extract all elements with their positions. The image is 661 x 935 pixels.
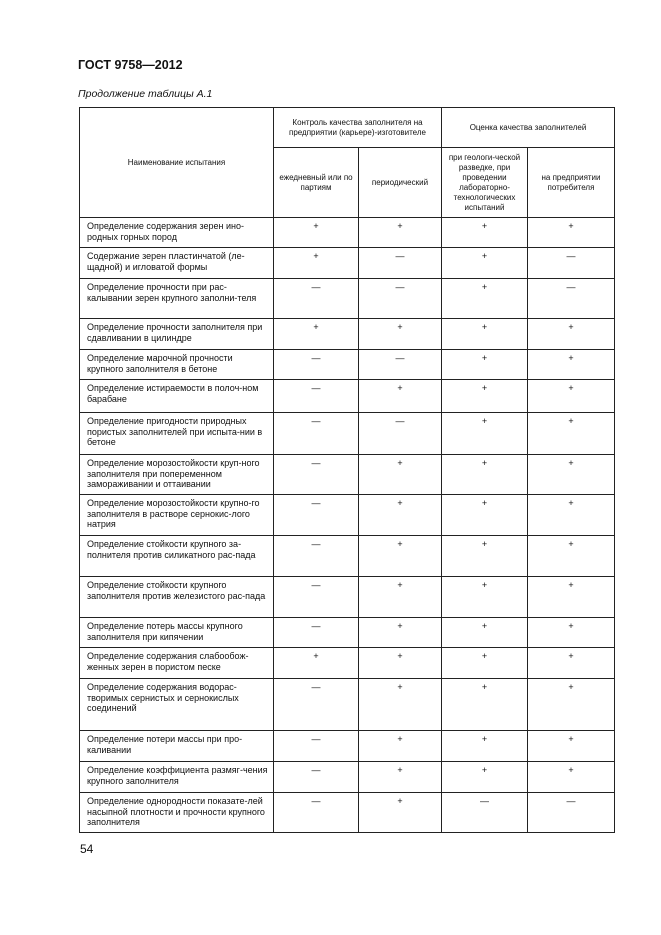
table-row — [80, 413, 615, 455]
cell-geo: + — [442, 762, 528, 793]
test-name: Определение морозостойкости круп-ного заполнителя при попеременном замораживании и оттаивании — [80, 455, 274, 495]
test-name: Определение прочности заполнителя при сдавливании в цилиндре — [80, 319, 274, 350]
cell-geo: + — [442, 618, 528, 648]
column-group-producer: Контроль качества заполнителя на предприятии (карьере)-изготовителе — [274, 108, 442, 148]
test-name: Определение пригодности природных пористых заполнителей при испыта-нии в бетоне — [80, 413, 274, 455]
cell-daily: — — [274, 577, 359, 618]
cell-daily: — — [274, 731, 359, 762]
cell-periodic: — — [359, 413, 442, 455]
cell-periodic: + — [359, 731, 442, 762]
cell-daily: — — [274, 618, 359, 648]
cell-daily: — — [274, 413, 359, 455]
cell-consumer: + — [528, 731, 615, 762]
cell-consumer: + — [528, 350, 615, 380]
cell-daily: — — [274, 762, 359, 793]
cell-consumer: + — [528, 218, 615, 248]
test-name: Определение стойкости крупного за-полнителя против силикатного рас-пада — [80, 536, 274, 577]
cell-geo: + — [442, 413, 528, 455]
column-header-periodic: периодический — [359, 148, 442, 218]
cell-consumer: + — [528, 495, 615, 536]
cell-geo: — — [442, 793, 528, 833]
cell-periodic: — — [359, 279, 442, 319]
column-header-consumer: на предприятии потребителя — [528, 148, 615, 218]
table-row — [80, 731, 615, 762]
table-row — [80, 679, 615, 731]
cell-consumer: + — [528, 536, 615, 577]
table-row — [80, 380, 615, 413]
cell-geo: + — [442, 218, 528, 248]
cell-daily: — — [274, 495, 359, 536]
test-name: Определение содержания слабообож-женных зерен в пористом песке — [80, 648, 274, 679]
test-name: Определение морозостойкости крупно-го заполнителя в растворе сернокис-лого натрия — [80, 495, 274, 536]
test-name: Определение прочности при рас-калывании зерен крупного заполни-теля — [80, 279, 274, 319]
test-name: Определение содержания зерен ино-родных горных пород — [80, 218, 274, 248]
cell-consumer: + — [528, 679, 615, 731]
test-table — [79, 107, 615, 833]
test-name: Определение истираемости в полоч-ном барабане — [80, 380, 274, 413]
cell-geo: + — [442, 536, 528, 577]
cell-geo: + — [442, 350, 528, 380]
test-name: Определение потерь массы крупного заполнителя при кипячении — [80, 618, 274, 648]
cell-daily: + — [274, 319, 359, 350]
cell-daily: + — [274, 648, 359, 679]
cell-consumer: + — [528, 319, 615, 350]
column-header-geo: при геологи-ческой разведке, при проведении лабораторно-технологических испытаний — [442, 148, 528, 218]
table-row — [80, 618, 615, 648]
table-row — [80, 793, 615, 833]
table-row — [80, 577, 615, 618]
cell-periodic: + — [359, 577, 442, 618]
cell-geo: + — [442, 679, 528, 731]
cell-daily: — — [274, 455, 359, 495]
cell-geo: + — [442, 248, 528, 279]
cell-periodic: — — [359, 248, 442, 279]
column-group-evaluation: Оценка качества заполнителей — [442, 108, 615, 148]
table-row — [80, 248, 615, 279]
page-number: 54 — [80, 842, 94, 856]
test-name: Определение содержания водорас-творимых сернистых и сернокислых соединений — [80, 679, 274, 731]
cell-consumer: + — [528, 618, 615, 648]
column-header-daily: ежедневный или по партиям — [274, 148, 359, 218]
cell-daily: — — [274, 679, 359, 731]
cell-consumer: + — [528, 762, 615, 793]
cell-periodic: + — [359, 495, 442, 536]
cell-periodic: + — [359, 455, 442, 495]
cell-consumer: — — [528, 793, 615, 833]
cell-geo: + — [442, 380, 528, 413]
table-row — [80, 350, 615, 380]
cell-geo: + — [442, 577, 528, 618]
cell-geo: + — [442, 495, 528, 536]
table-row — [80, 762, 615, 793]
cell-periodic: + — [359, 218, 442, 248]
test-name: Содержание зерен пластинчатой (ле-щадной) и игловатой формы — [80, 248, 274, 279]
cell-periodic: + — [359, 319, 442, 350]
cell-consumer: + — [528, 577, 615, 618]
cell-consumer: — — [528, 248, 615, 279]
table-row — [80, 495, 615, 536]
test-name: Определение однородности показате-лей насыпной плотности и прочности крупного заполнителя — [80, 793, 274, 833]
cell-daily: — — [274, 536, 359, 577]
cell-consumer: + — [528, 380, 615, 413]
table-caption: Продолжение таблицы А.1 — [78, 88, 213, 100]
cell-daily: + — [274, 248, 359, 279]
table-row — [80, 455, 615, 495]
cell-daily: — — [274, 793, 359, 833]
cell-daily: — — [274, 350, 359, 380]
cell-consumer: + — [528, 455, 615, 495]
cell-geo: + — [442, 731, 528, 762]
test-name: Определение потери массы при про-каливании — [80, 731, 274, 762]
cell-geo: + — [442, 319, 528, 350]
cell-periodic: + — [359, 618, 442, 648]
cell-periodic: + — [359, 380, 442, 413]
cell-periodic: + — [359, 536, 442, 577]
cell-geo: + — [442, 279, 528, 319]
test-name: Определение коэффициента размяг-чения крупного заполнителя — [80, 762, 274, 793]
test-name: Определение марочной прочности крупного заполнителя в бетоне — [80, 350, 274, 380]
cell-consumer: — — [528, 279, 615, 319]
column-header-name: Наименование испытания — [80, 108, 274, 218]
document-header: ГОСТ 9758—2012 — [78, 58, 183, 72]
cell-periodic: — — [359, 350, 442, 380]
cell-periodic: + — [359, 679, 442, 731]
cell-periodic: + — [359, 793, 442, 833]
cell-geo: + — [442, 455, 528, 495]
cell-periodic: + — [359, 648, 442, 679]
cell-periodic: + — [359, 762, 442, 793]
table-row — [80, 218, 615, 248]
cell-consumer: + — [528, 648, 615, 679]
table-row — [80, 536, 615, 577]
cell-consumer: + — [528, 413, 615, 455]
cell-daily: + — [274, 218, 359, 248]
cell-geo: + — [442, 648, 528, 679]
table-row — [80, 319, 615, 350]
cell-daily: — — [274, 279, 359, 319]
test-name: Определение стойкости крупного заполнителя против железистого рас-пада — [80, 577, 274, 618]
table-row — [80, 279, 615, 319]
table-row — [80, 648, 615, 679]
cell-daily: — — [274, 380, 359, 413]
